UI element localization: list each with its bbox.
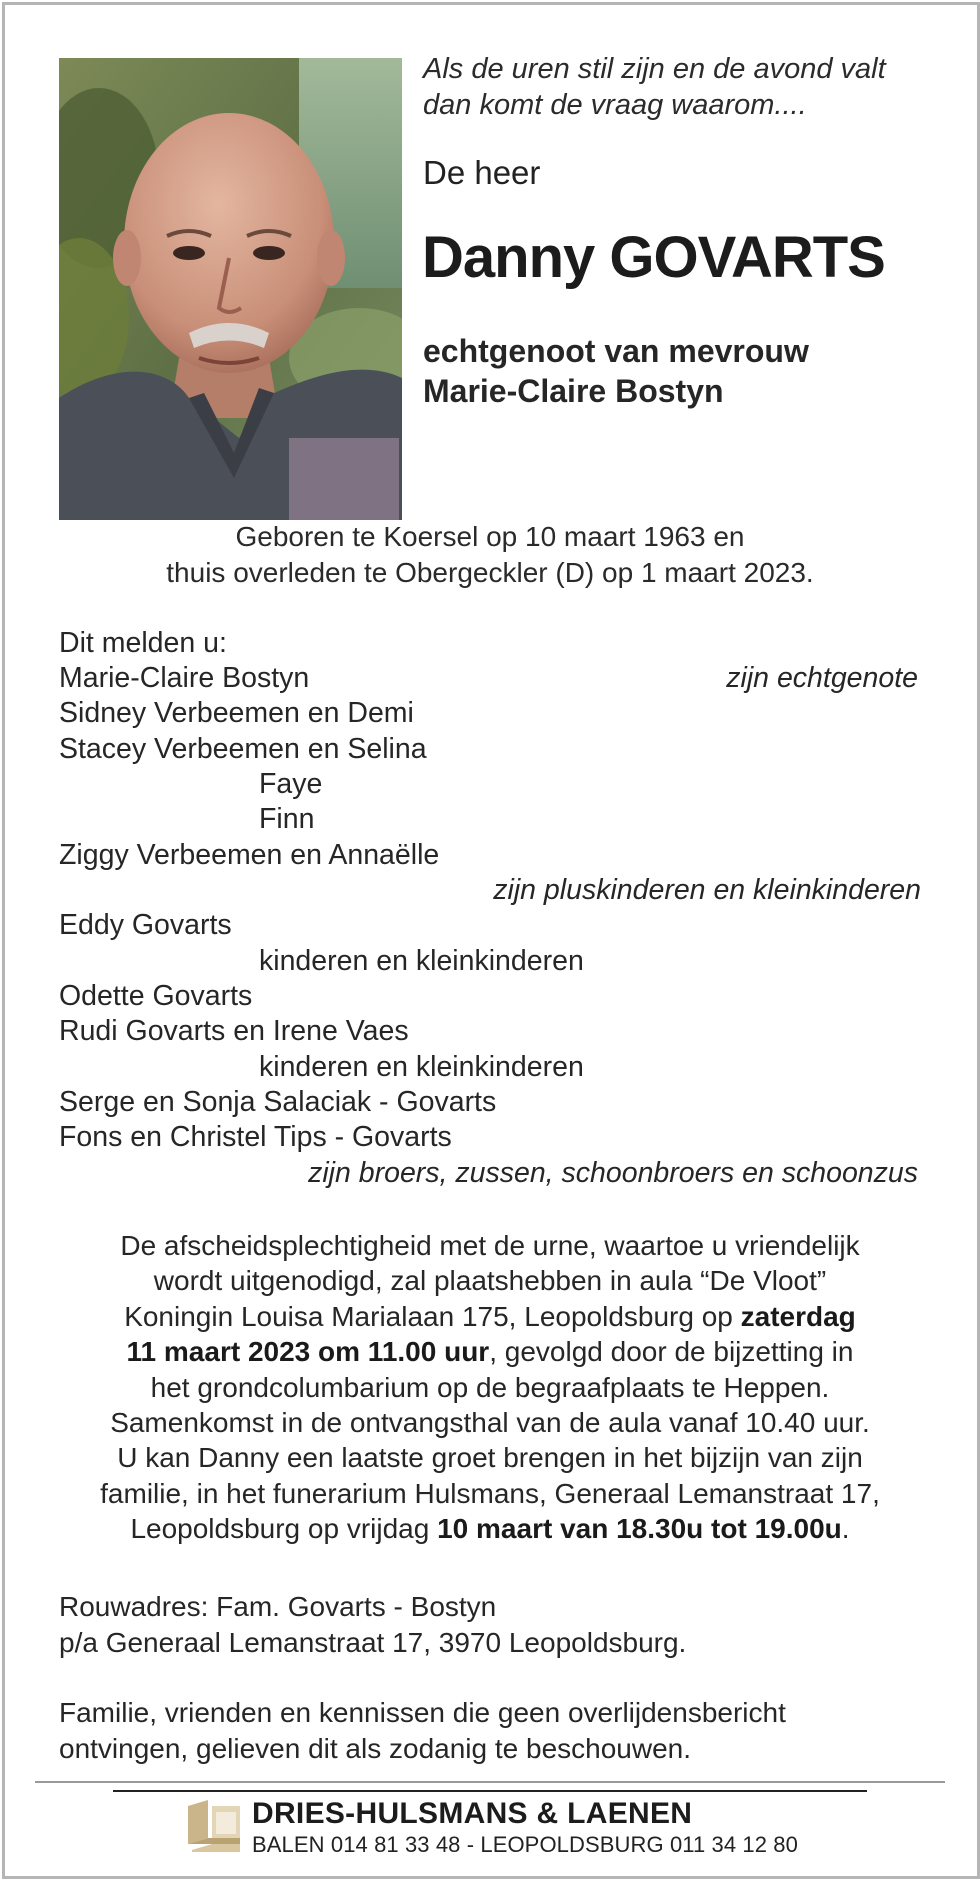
address-line-1: Rouwadres: Fam. Govarts - Bostyn	[59, 1591, 497, 1622]
announcers-intro: Dit melden u:	[59, 627, 227, 659]
notice-line-1: Familie, vrienden en kennissen die geen overlijdensbericht	[59, 1697, 786, 1728]
spouse-line-2: Marie-Claire Bostyn	[423, 373, 724, 409]
ceremony-line: U kan Danny een laatste groet brengen in het bijzijn van zijn	[117, 1442, 863, 1473]
funeral-home-logo-icon	[186, 1798, 242, 1854]
ceremony-line: 11 maart 2023 om 11.00 uur, gevolgd door de bijzetting in	[126, 1336, 854, 1367]
list-item: Fons en Christel Tips - Govarts	[59, 1121, 452, 1153]
list-item: Faye	[259, 768, 323, 800]
list-item: Serge en Sonja Salaciak - Govarts	[59, 1086, 497, 1118]
death-line: thuis overleden te Obergeckler (D) op 1 maart 2023.	[166, 557, 814, 588]
ceremony-line: Samenkomst in de ontvangsthal van de aula vanaf 10.40 uur.	[110, 1407, 870, 1438]
deceased-name: Danny GOVARTS	[422, 225, 885, 290]
address-line-2: p/a Generaal Lemanstraat 17, 3970 Leopoldsburg.	[59, 1627, 687, 1658]
birth-line: Geboren te Koersel op 10 maart 1963 en	[235, 521, 745, 552]
ceremony-line: De afscheidsplechtigheid met de urne, waartoe u vriendelijk	[120, 1230, 860, 1261]
list-item: Finn	[259, 803, 315, 835]
funeral-director-name: DRIES-HULSMANS & LAENEN	[252, 1797, 693, 1830]
notice-line-2: ontvingen, gelieven dit als zodanig te beschouwen.	[59, 1733, 691, 1764]
list-item: kinderen en kleinkinderen	[259, 1051, 584, 1083]
title-prefix: De heer	[423, 154, 541, 191]
visitation-time: 10 maart van 18.30u tot 19.00u	[437, 1513, 842, 1544]
list-item: Rudi Govarts en Irene Vaes	[59, 1015, 409, 1047]
ceremony-line: Leopoldsburg op vrijdag 10 maart van 18.30u tot 19.00u.	[130, 1513, 850, 1544]
relation-label: zijn broers, zussen, schoonbroers en schoonzus	[308, 1157, 918, 1189]
list-item: Sidney Verbeemen en Demi	[59, 697, 414, 729]
relation-label: zijn pluskinderen en kleinkinderen	[493, 874, 921, 906]
relation-label: zijn echtgenote	[726, 662, 918, 694]
ceremony-line: familie, in het funerarium Hulsmans, Generaal Lemanstraat 17,	[100, 1478, 880, 1509]
ceremony-line: Koningin Louisa Marialaan 175, Leopoldsburg op zaterdag	[124, 1301, 856, 1332]
ceremony-line: wordt uitgenodigd, zal plaatshebben in aula “De Vloot”	[153, 1265, 827, 1296]
portrait-photo	[59, 58, 402, 520]
list-item: Marie-Claire Bostyn	[59, 662, 310, 694]
footer-divider	[35, 1781, 945, 1783]
list-item: kinderen en kleinkinderen	[259, 945, 584, 977]
list-item: Eddy Govarts	[59, 909, 232, 941]
footer-divider-dark	[113, 1790, 867, 1792]
ceremony-line: het grondcolumbarium op de begraafplaats te Heppen.	[150, 1372, 830, 1403]
ceremony-date-time: 11 maart 2023 om 11.00 uur	[126, 1336, 490, 1367]
list-item: Ziggy Verbeemen en Annaëlle	[59, 839, 440, 871]
verse-line-1: Als de uren stil zijn en de avond valt	[423, 53, 886, 85]
list-item: Odette Govarts	[59, 980, 253, 1012]
list-item: Stacey Verbeemen en Selina	[59, 733, 427, 765]
spouse-line-1: echtgenoot van mevrouw	[423, 333, 809, 369]
ceremony-day: zaterdag	[740, 1301, 856, 1332]
verse-line-2: dan komt de vraag waarom....	[423, 89, 807, 121]
funeral-director-phones: BALEN 014 81 33 48 - LEOPOLDSBURG 011 34 12 80	[252, 1832, 798, 1857]
